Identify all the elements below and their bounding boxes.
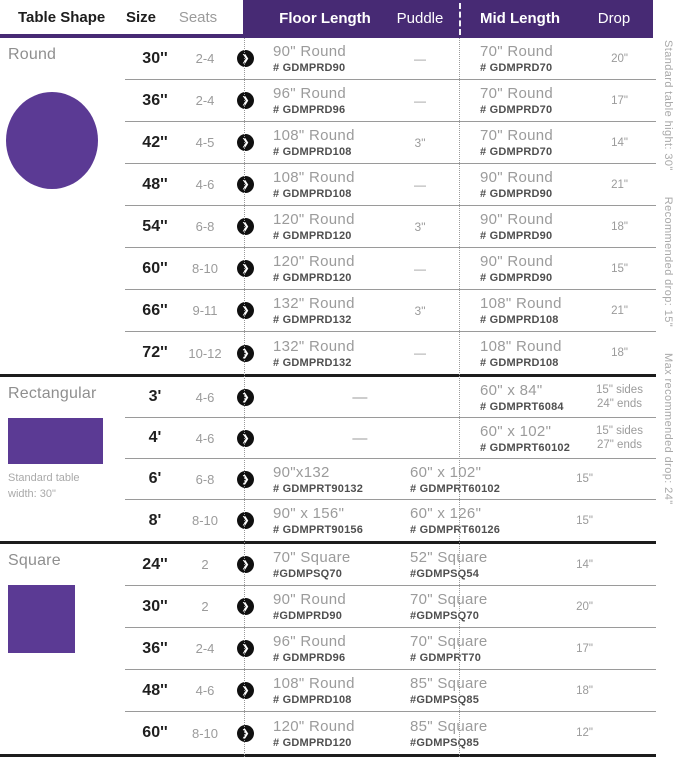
floor-part-number: # GDMPRD96 bbox=[273, 652, 346, 664]
size-value: 48'' bbox=[142, 175, 168, 193]
mid-length-value: 70" Square bbox=[410, 591, 488, 608]
mid-length-cell bbox=[385, 591, 515, 622]
chevron-right-icon: ❯ bbox=[237, 302, 254, 319]
chevron-right-icon: ❯ bbox=[237, 345, 254, 362]
chevron-right-icon: ❯ bbox=[237, 512, 254, 529]
header-size: Size bbox=[125, 8, 156, 26]
puddle-value: 3" bbox=[414, 303, 426, 318]
floor-length-value: — bbox=[352, 388, 368, 406]
drop-cell bbox=[515, 643, 656, 655]
mid-length-cell bbox=[455, 423, 585, 454]
seats-value: 8-10 bbox=[191, 261, 219, 276]
mid-length-cell bbox=[455, 338, 585, 369]
drop-cell bbox=[585, 384, 656, 410]
size-value: 24'' bbox=[142, 555, 168, 573]
mid-part-number: #GDMPSQ85 bbox=[410, 694, 480, 706]
size-value: 3' bbox=[148, 388, 162, 405]
mid-length-cell bbox=[455, 295, 585, 326]
mid-length-cell bbox=[385, 675, 515, 706]
floor-part-number: #GDMPSQ70 bbox=[273, 568, 343, 580]
floor-length-value: 120" Round bbox=[273, 211, 355, 228]
floor-length-cell bbox=[265, 253, 385, 284]
mid-length-cell bbox=[385, 718, 515, 749]
mid-length-value: 60" x 102" bbox=[410, 463, 482, 481]
arrow-circle-icon bbox=[225, 471, 265, 488]
table-row bbox=[125, 290, 656, 332]
chevron-right-icon: ❯ bbox=[237, 640, 254, 657]
circle-shape-swatch bbox=[6, 92, 98, 189]
floor-length-cell bbox=[265, 338, 385, 369]
table-row bbox=[125, 500, 656, 541]
puddle-value: — bbox=[414, 346, 426, 360]
drop-value: 21" bbox=[611, 304, 628, 317]
puddle-value: — bbox=[414, 261, 426, 276]
puddle-value: — bbox=[414, 93, 426, 108]
arrow-circle-icon bbox=[225, 389, 265, 406]
chevron-right-icon: ❯ bbox=[237, 725, 254, 742]
mid-part-number: # GDMPRD70 bbox=[480, 62, 553, 74]
mid-part-number: # GDMPRD70 bbox=[480, 104, 553, 116]
size-value: 60'' bbox=[142, 259, 168, 277]
side-notes bbox=[662, 40, 674, 505]
size-value: 36'' bbox=[142, 91, 168, 109]
drop-value: 18" bbox=[611, 347, 628, 359]
floor-part-number: # GDMPRD120 bbox=[273, 272, 352, 284]
chevron-right-icon: ❯ bbox=[237, 134, 254, 151]
section-rectangular bbox=[0, 374, 656, 541]
arrow-circle-icon bbox=[225, 260, 265, 277]
drop-cell bbox=[515, 601, 656, 613]
puddle-value: 3" bbox=[414, 135, 426, 150]
mid-length-cell bbox=[455, 211, 585, 242]
mid-part-number: #GDMPSQ70 bbox=[410, 610, 480, 622]
header-floor-length: Floor Length bbox=[279, 10, 371, 27]
floor-length-value: — bbox=[352, 429, 368, 447]
seats-value: 2-4 bbox=[195, 51, 215, 66]
arrow-circle-icon bbox=[225, 345, 265, 362]
floor-length-value: 108" Round bbox=[273, 169, 355, 186]
mid-part-number: # GDMPRT70 bbox=[410, 652, 482, 664]
floor-length-value: 108" Round bbox=[273, 675, 355, 692]
mid-length-value: 52" Square bbox=[410, 549, 488, 566]
table-row bbox=[125, 38, 656, 80]
mid-part-number: # GDMPRD108 bbox=[480, 356, 559, 369]
drop-cell bbox=[515, 559, 656, 571]
size-value: 4' bbox=[148, 429, 162, 446]
chart-body bbox=[0, 38, 656, 757]
drop-value: 12" bbox=[576, 727, 593, 739]
floor-length-value: 70" Square bbox=[273, 549, 351, 566]
drop-cell bbox=[515, 685, 656, 697]
arrow-circle-icon bbox=[225, 598, 265, 615]
floor-part-number: # GDMPRD132 bbox=[273, 356, 352, 369]
floor-length-cell bbox=[265, 718, 385, 749]
table-row bbox=[125, 377, 656, 418]
seats-value: 4-6 bbox=[195, 430, 215, 446]
chevron-right-icon: ❯ bbox=[237, 471, 254, 488]
drop-value: 15" bbox=[576, 514, 593, 527]
note-max-drop: Max recommended drop: 24" bbox=[662, 353, 674, 505]
floor-length-value: 132" Round bbox=[273, 337, 355, 355]
seats-value: 2 bbox=[201, 599, 209, 614]
table-row bbox=[125, 248, 656, 290]
table-row bbox=[125, 418, 656, 459]
rect-shape-swatch bbox=[8, 418, 103, 464]
mid-length-value: 70" Square bbox=[410, 633, 488, 650]
arrow-circle-icon bbox=[225, 218, 265, 235]
drop-value: 21" bbox=[611, 178, 628, 191]
size-value: 6' bbox=[148, 470, 162, 487]
shape-note: Standard table width: 30" bbox=[8, 472, 80, 500]
chevron-right-icon: ❯ bbox=[237, 682, 254, 699]
table-row bbox=[125, 122, 656, 164]
arrow-circle-icon bbox=[225, 682, 265, 699]
mid-part-number: # GDMPRT60102 bbox=[410, 482, 501, 495]
size-value: 36'' bbox=[142, 639, 168, 657]
mid-length-value: 90" Round bbox=[480, 253, 554, 270]
header-seats: Seats bbox=[178, 8, 218, 26]
chevron-right-icon: ❯ bbox=[237, 176, 254, 193]
puddle-value: — bbox=[414, 177, 426, 192]
drop-cell bbox=[585, 179, 656, 191]
table-row bbox=[125, 332, 656, 374]
arrow-circle-icon bbox=[225, 640, 265, 657]
mid-length-value: 85" Square bbox=[410, 717, 488, 735]
mid-length-cell bbox=[455, 382, 585, 413]
size-value: 30'' bbox=[142, 597, 168, 615]
seats-value: 2 bbox=[201, 557, 209, 572]
table-row bbox=[125, 459, 656, 500]
mid-part-number: # GDMPRD108 bbox=[480, 314, 559, 326]
mid-part-number: # GDMPRT60126 bbox=[410, 524, 501, 536]
drop-value: 20" bbox=[576, 600, 593, 613]
drop-cell bbox=[515, 473, 656, 485]
floor-length-cell bbox=[265, 505, 385, 536]
seats-value: 8-10 bbox=[191, 725, 219, 741]
size-value: 42'' bbox=[142, 133, 168, 151]
floor-length-cell bbox=[265, 295, 385, 326]
mid-length-value: 108" Round bbox=[480, 295, 562, 312]
header-mid-length: Mid Length bbox=[480, 10, 560, 27]
square-shape-swatch bbox=[8, 585, 75, 653]
drop-cell bbox=[585, 347, 656, 359]
floor-part-number: #GDMPRD90 bbox=[273, 610, 343, 622]
chevron-right-icon: ❯ bbox=[237, 389, 254, 406]
shape-column bbox=[0, 544, 125, 754]
drop-value-line2: 27" ends bbox=[596, 439, 642, 451]
mid-part-number: #GDMPSQ85 bbox=[410, 736, 480, 749]
seats-value: 2-4 bbox=[195, 93, 215, 108]
drop-value: 15" bbox=[576, 473, 593, 485]
mid-length-value: 60" x 102" bbox=[480, 422, 552, 440]
chevron-right-icon: ❯ bbox=[237, 556, 254, 573]
drop-cell bbox=[585, 95, 656, 107]
table-row bbox=[125, 586, 656, 628]
floor-length-value: 90" Round bbox=[273, 43, 347, 60]
arrow-circle-icon bbox=[225, 512, 265, 529]
drop-value: 17" bbox=[576, 642, 593, 655]
shape-label: Round bbox=[8, 46, 57, 63]
mid-part-number: # GDMPRD70 bbox=[480, 146, 553, 158]
table-row bbox=[125, 628, 656, 670]
seats-value: 9-11 bbox=[192, 303, 218, 318]
drop-cell bbox=[585, 425, 656, 451]
mid-part-number: # GDMPRD90 bbox=[480, 188, 553, 200]
mid-part-number: # GDMPRT60102 bbox=[480, 441, 571, 454]
chevron-right-icon: ❯ bbox=[237, 598, 254, 615]
chart-header bbox=[0, 0, 653, 38]
dotted-column-line-right bbox=[459, 38, 460, 757]
mid-length-cell bbox=[385, 549, 515, 580]
floor-length-cell bbox=[265, 430, 455, 447]
floor-length-cell bbox=[265, 169, 385, 200]
drop-cell bbox=[585, 53, 656, 65]
floor-part-number: # GDMPRD108 bbox=[273, 188, 352, 200]
table-row bbox=[125, 712, 656, 754]
floor-length-value: 120" Round bbox=[273, 253, 355, 270]
drop-value-line2: 24" ends bbox=[596, 398, 642, 410]
mid-length-value: 85" Square bbox=[410, 675, 488, 692]
mid-length-cell bbox=[455, 85, 585, 116]
floor-part-number: # GDMPRD96 bbox=[273, 104, 346, 116]
floor-length-cell bbox=[265, 633, 385, 664]
mid-length-value: 70" Round bbox=[480, 127, 554, 144]
mid-length-value: 90" Round bbox=[480, 211, 554, 228]
table-row bbox=[125, 80, 656, 122]
shape-column bbox=[0, 38, 125, 374]
shape-label: Rectangular bbox=[8, 385, 97, 402]
chevron-right-icon: ❯ bbox=[237, 430, 254, 447]
drop-value: 15" sides bbox=[596, 425, 643, 437]
drop-value: 18" bbox=[611, 220, 628, 233]
mid-length-cell bbox=[385, 464, 515, 495]
table-row bbox=[125, 164, 656, 206]
seats-value: 4-5 bbox=[195, 135, 215, 150]
seats-value: 4-6 bbox=[195, 683, 215, 698]
mid-part-number: # GDMPRD90 bbox=[480, 230, 553, 242]
header-drop: Drop bbox=[597, 10, 631, 27]
floor-part-number: # GDMPRD120 bbox=[273, 736, 352, 749]
drop-cell bbox=[585, 305, 656, 317]
size-value: 54'' bbox=[142, 217, 168, 235]
mid-length-value: 60" x 126" bbox=[410, 505, 482, 522]
mid-length-value: 90" Round bbox=[480, 169, 554, 186]
floor-length-cell bbox=[265, 549, 385, 580]
mid-length-value: 60" x 84" bbox=[480, 381, 543, 399]
floor-length-cell bbox=[265, 464, 385, 495]
chevron-right-icon: ❯ bbox=[237, 50, 254, 67]
header-left-group bbox=[0, 0, 243, 38]
size-value: 8' bbox=[148, 511, 162, 529]
floor-length-cell bbox=[265, 43, 385, 74]
arrow-circle-icon bbox=[225, 725, 265, 742]
seats-value: 4-6 bbox=[195, 389, 215, 405]
seats-value: 6-8 bbox=[195, 471, 215, 487]
floor-part-number: # GDMPRD90 bbox=[273, 62, 346, 74]
header-puddle: Puddle bbox=[396, 10, 444, 27]
arrow-circle-icon bbox=[225, 134, 265, 151]
floor-length-cell bbox=[265, 127, 385, 158]
mid-length-value: 70" Round bbox=[480, 85, 554, 102]
table-row bbox=[125, 206, 656, 248]
table-row bbox=[125, 670, 656, 712]
arrow-circle-icon bbox=[225, 50, 265, 67]
floor-length-value: 132" Round bbox=[273, 295, 355, 312]
floor-length-cell bbox=[265, 211, 385, 242]
shape-column bbox=[0, 377, 125, 541]
floor-part-number: # GDMPRD108 bbox=[273, 694, 352, 706]
floor-length-value: 90"x132 bbox=[273, 463, 330, 481]
floor-length-cell bbox=[265, 591, 385, 622]
arrow-circle-icon bbox=[225, 176, 265, 193]
drop-cell bbox=[585, 221, 656, 233]
chevron-right-icon: ❯ bbox=[237, 218, 254, 235]
floor-length-value: 120" Round bbox=[273, 717, 355, 735]
size-value: 48'' bbox=[142, 681, 168, 699]
drop-cell bbox=[585, 263, 656, 275]
drop-value: 18" bbox=[576, 684, 593, 697]
floor-part-number: # GDMPRT90132 bbox=[273, 482, 364, 495]
mid-part-number: # GDMPRT6084 bbox=[480, 400, 564, 413]
mid-part-number: # GDMPRD90 bbox=[480, 272, 553, 284]
mid-length-cell bbox=[385, 505, 515, 536]
chevron-right-icon: ❯ bbox=[237, 92, 254, 109]
seats-value: 6-8 bbox=[195, 219, 215, 234]
mid-length-cell bbox=[455, 127, 585, 158]
drop-cell bbox=[515, 515, 656, 527]
drop-value: 20" bbox=[611, 52, 628, 65]
dotted-column-line-left bbox=[244, 38, 245, 757]
size-value: 66'' bbox=[142, 301, 168, 319]
seats-value: 8-10 bbox=[191, 513, 219, 528]
puddle-value: 3" bbox=[414, 219, 426, 234]
mid-length-cell bbox=[455, 43, 585, 74]
arrow-circle-icon bbox=[225, 430, 265, 447]
floor-length-value: 90" x 156" bbox=[273, 505, 345, 522]
seats-value: 4-6 bbox=[195, 177, 215, 192]
chevron-right-icon: ❯ bbox=[237, 260, 254, 277]
header-purple-bar bbox=[243, 0, 653, 38]
seats-value: 10-12 bbox=[188, 345, 222, 361]
drop-value: 15" bbox=[611, 262, 628, 275]
table-row bbox=[125, 544, 656, 586]
floor-length-cell bbox=[265, 389, 455, 406]
size-value: 30'' bbox=[142, 49, 168, 67]
shape-label: Square bbox=[8, 552, 61, 569]
floor-length-value: 90" Round bbox=[273, 591, 347, 608]
mid-length-cell bbox=[385, 633, 515, 664]
drop-cell bbox=[585, 137, 656, 149]
arrow-circle-icon bbox=[225, 92, 265, 109]
puddle-value: — bbox=[414, 51, 426, 66]
header-table-shape: Table Shape bbox=[18, 8, 106, 26]
drop-value: 15" sides bbox=[596, 384, 643, 396]
section-round bbox=[0, 38, 656, 374]
size-value: 72'' bbox=[142, 344, 168, 361]
drop-value: 17" bbox=[611, 94, 628, 107]
floor-length-cell bbox=[265, 85, 385, 116]
floor-length-value: 96" Round bbox=[273, 85, 347, 102]
drop-cell bbox=[515, 727, 656, 739]
floor-length-value: 96" Round bbox=[273, 633, 347, 650]
floor-part-number: # GDMPRT90156 bbox=[273, 524, 364, 536]
note-standard-height: Standard table hight: 30" bbox=[662, 40, 674, 171]
mid-length-value: 108" Round bbox=[480, 337, 562, 355]
section-square bbox=[0, 541, 656, 754]
mid-part-number: #GDMPSQ54 bbox=[410, 568, 480, 580]
note-recommended-drop: Recommended drop: 15" bbox=[662, 196, 674, 328]
floor-part-number: # GDMPRD108 bbox=[273, 146, 352, 158]
mid-length-value: 70" Round bbox=[480, 43, 554, 60]
floor-length-cell bbox=[265, 675, 385, 706]
mid-length-cell bbox=[455, 253, 585, 284]
floor-part-number: # GDMPRD132 bbox=[273, 314, 352, 326]
arrow-circle-icon bbox=[225, 556, 265, 573]
mid-length-cell bbox=[455, 169, 585, 200]
size-value: 60'' bbox=[142, 724, 168, 741]
drop-value: 14" bbox=[611, 136, 628, 149]
drop-value: 14" bbox=[576, 558, 593, 571]
floor-part-number: # GDMPRD120 bbox=[273, 230, 352, 242]
arrow-circle-icon bbox=[225, 302, 265, 319]
floor-length-value: 108" Round bbox=[273, 127, 355, 144]
seats-value: 2-4 bbox=[195, 641, 215, 656]
